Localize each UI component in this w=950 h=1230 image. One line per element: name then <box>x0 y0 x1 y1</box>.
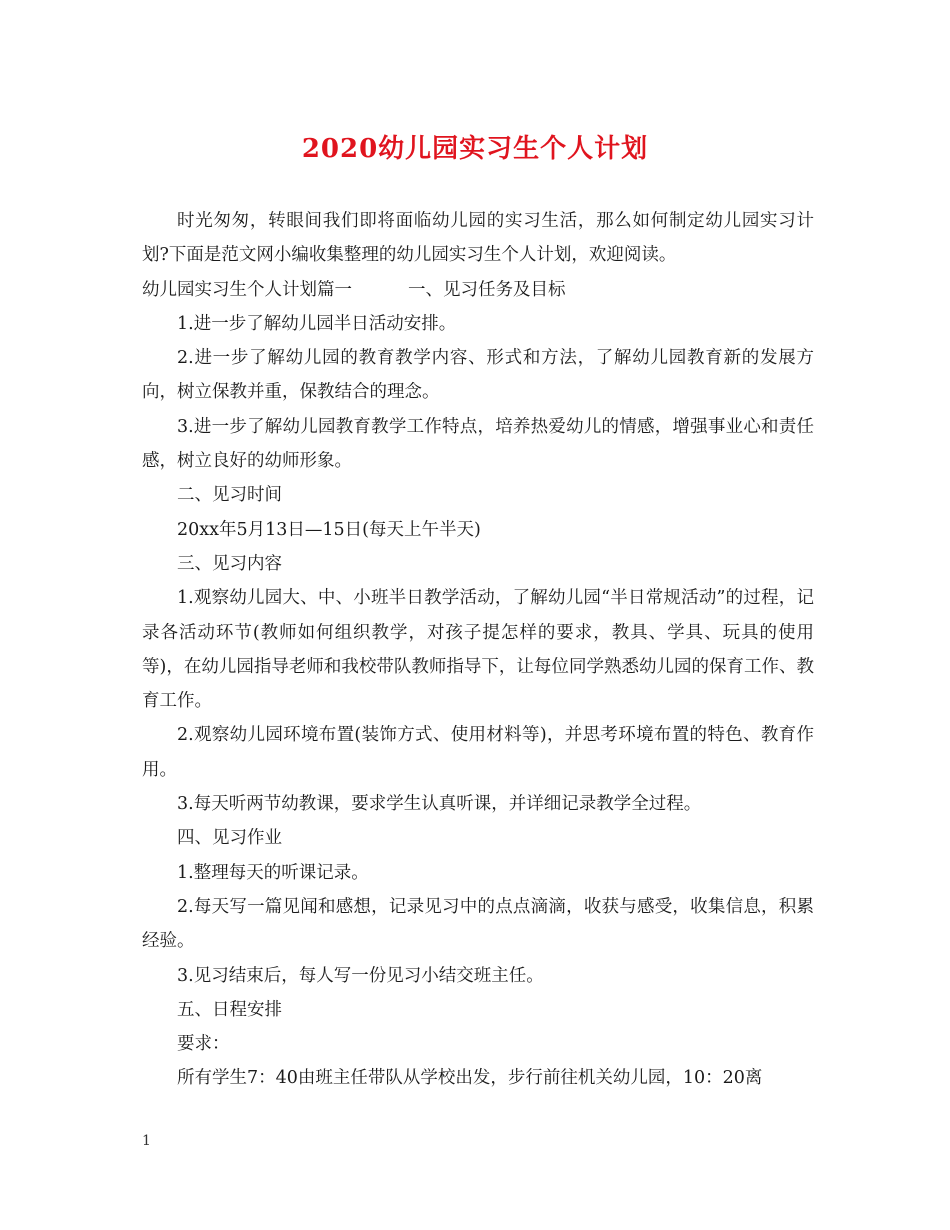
heading-content: 三、见习内容 <box>177 553 282 574</box>
intro-paragraph: 时光匆匆，转眼间我们即将面临幼儿园的实习生活，那么如何制定幼儿园实习计划?下面是范文网小编收集整理的幼儿园实习生个人计划，欢迎阅读。 <box>142 211 814 266</box>
heading-homework: 四、见习作业 <box>177 828 282 849</box>
heading-schedule: 五、日程安排 <box>177 999 282 1020</box>
content-item-1: 1.观察幼儿园大、中、小班半日教学活动，了解幼儿园“半日常规活动”的过程，记录各活动环节(教师如何组织教学，对孩子提怎样的要求，教具、学具、玩具的使用等)，在幼儿园指导老师和我校带队教师指导下，让每位同学熟悉幼儿园的保育工作、教育工作。 <box>142 588 814 712</box>
homework-item-1: 1.整理每天的听课记录。 <box>177 862 369 883</box>
page-number: 1 <box>142 1133 151 1149</box>
section-line <box>142 273 814 307</box>
heading-goals: 一、见习任务及目标 <box>408 279 566 300</box>
section-label: 幼儿园实习生个人计划篇一 <box>142 279 352 300</box>
goal-item-1: 1.进一步了解幼儿园半日活动安排。 <box>177 313 457 334</box>
homework-item-3: 3.见习结束后，每人写一份见习小结交班主任。 <box>177 965 544 986</box>
heading-time: 二、见习时间 <box>177 485 282 506</box>
document-body <box>142 204 814 1096</box>
time-paragraph: 20xx年5月13日—15日(每天上午半天) <box>177 519 481 540</box>
homework-item-2: 2.每天写一篇见闻和感想，记录见习中的点点滴滴，收获与感受，收集信息，积累经验。 <box>142 896 814 952</box>
goal-item-3: 3.进一步了解幼儿园教育教学工作特点，培养热爱幼儿的情感，增强事业心和责任感，树立良好的幼师形象。 <box>142 416 814 472</box>
goal-item-2: 2.进一步了解幼儿园的教育教学内容、形式和方法，了解幼儿园教育新的发展方向，树立保教并重，保教结合的理念。 <box>142 348 814 403</box>
document-title: 2020幼儿园实习生个人计划 <box>301 134 649 164</box>
schedule-paragraph: 所有学生7：40由班主任带队从学校出发，步行前往机关幼儿园，10：20离 <box>177 1068 763 1089</box>
content-item-2: 2.观察幼儿园环境布置(装饰方式、使用材料等)，并思考环境布置的特色、教育作用。 <box>142 725 814 780</box>
requirement-label: 要求： <box>177 1034 230 1055</box>
content-item-3: 3.每天听两节幼教课，要求学生认真听课，并详细记录教学全过程。 <box>177 794 702 815</box>
